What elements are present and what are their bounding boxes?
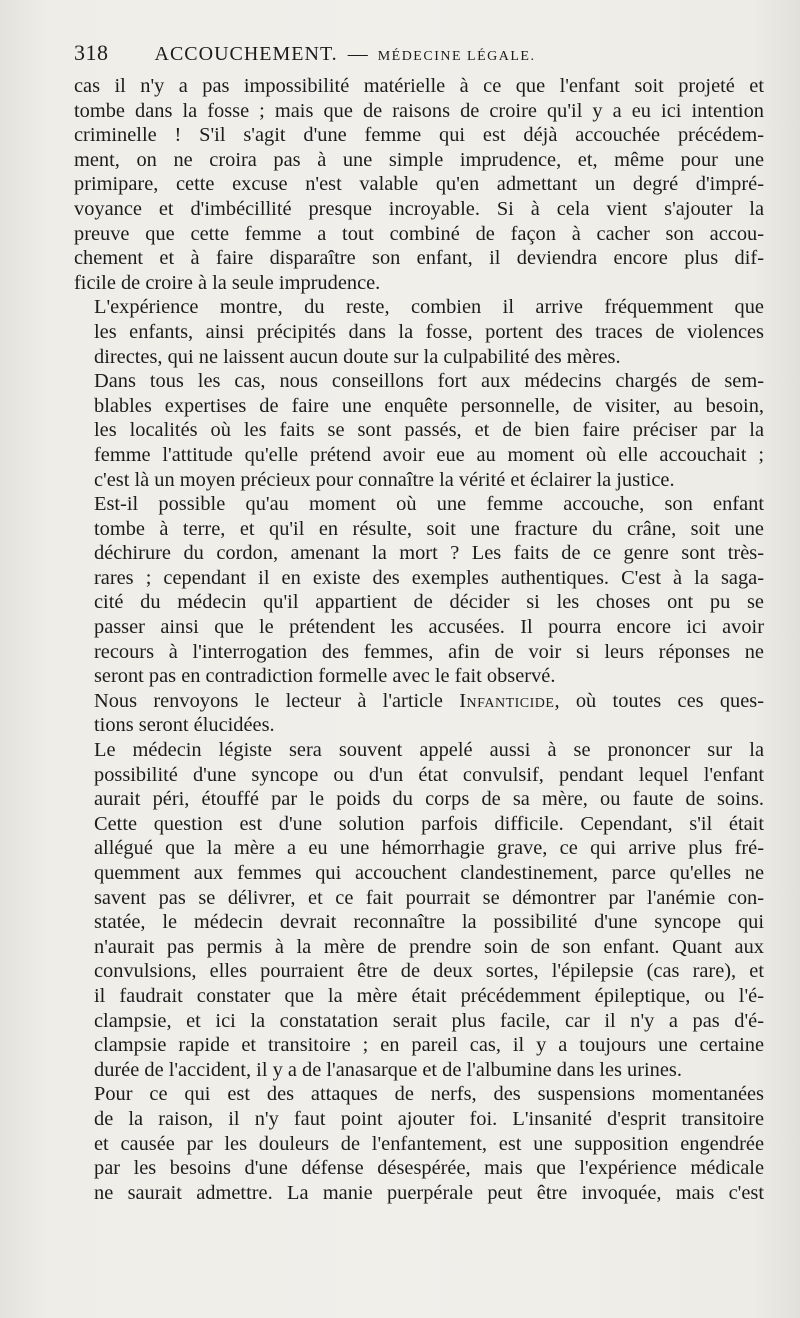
- text-line: Cette question est d'une solution parfois difficile. Cependant, s'il était: [94, 812, 764, 835]
- paragraph: [74, 369, 764, 492]
- text-line: Le médecin légiste sera souvent appelé aussi à se prononcer sur la: [94, 739, 764, 762]
- paragraph: [74, 738, 764, 1082]
- text-line: ficile de croire à la seule imprudence.: [74, 271, 381, 294]
- article-reference: Infanticide: [459, 689, 555, 712]
- text-line: passer ainsi que le prétendent les accusées. Il pourra encore ici avoir: [94, 616, 764, 639]
- text-line: il faudrait constater que la mère était précédemment épileptique, ou l'é-: [94, 984, 764, 1007]
- text-line: statée, le médecin devrait reconnaître la possibilité d'une syncope qui: [94, 911, 764, 934]
- text-line: les localités où les faits se sont passés, et de bien faire préciser par la: [94, 419, 764, 442]
- text-line: ment, on ne croira pas à une simple imprudence, et, même pour une: [74, 148, 764, 171]
- text-line: Pour ce qui est des attaques de nerfs, des suspensions momentanées: [94, 1083, 764, 1106]
- text-line: cas il n'y a pas impossibilité matérielle à ce que l'enfant soit projeté et: [74, 75, 764, 97]
- text-line: Est-il possible qu'au moment où une femme accouche, son enfant: [94, 493, 764, 516]
- header-dash: —: [347, 43, 368, 65]
- paragraph: [74, 689, 764, 738]
- text-line: convulsions, elles pourraient être de deux sortes, l'épilepsie (cas rare), et: [94, 960, 764, 983]
- text-line: voyance et d'imbécillité presque incroyable. Si à cela vient s'ajouter la: [74, 197, 764, 220]
- text-line: primipare, cette excuse n'est valable qu'en admettant un degré d'impré-: [74, 173, 764, 196]
- paragraph: [74, 295, 764, 369]
- text-line: rares ; cependant il en existe des exemples authentiques. C'est à la saga-: [94, 566, 764, 589]
- paragraph: [74, 1082, 764, 1205]
- text-line: blables expertises de faire une enquête personnelle, de visiter, au besoin,: [94, 394, 764, 417]
- header-title: ACCOUCHEMENT.: [154, 43, 338, 65]
- text-line: de la raison, il n'y faut point ajouter foi. L'insanité d'esprit transitoire: [94, 1107, 764, 1130]
- text-line: Dans tous les cas, nous conseillons fort aux médecins chargés de sem-: [94, 370, 764, 393]
- text-line: n'aurait pas permis à la mère de prendre soin de son enfant. Quant aux: [94, 935, 764, 958]
- text-line: directes, qui ne laissent aucun doute sur la culpabilité des mères.: [94, 345, 621, 368]
- header-subtitle: MÉDECINE LÉGALE.: [377, 49, 536, 64]
- text-line: clampsie rapide et transitoire ; en pareil cas, il y a toujours une certaine: [94, 1034, 764, 1057]
- text-line: cité du médecin qu'il appartient de décider si les choses ont pu se: [94, 591, 764, 614]
- text-line: tombe à terre, et qu'il en résulte, soit une fracture du crâne, soit une: [94, 517, 764, 540]
- text-line: durée de l'accident, il y a de l'anasarque et de l'albumine dans les urines.: [94, 1058, 682, 1081]
- running-head: [74, 40, 764, 74]
- text-line: aurait péri, étouffé par le poids du corps de sa mère, ou faute de soins.: [94, 788, 764, 811]
- text-line: savent pas se délivrer, et ce fait pourrait se démontrer par l'anémie con-: [94, 886, 764, 909]
- text-line: allégué que la mère a eu une hémorrhagie grave, ce qui arrive plus fré-: [94, 837, 764, 860]
- text-line: quemment aux femmes qui accouchent clandestinement, parce qu'elles ne: [94, 862, 764, 884]
- text-line: seront pas en contradiction formelle avec le fait observé.: [94, 665, 556, 688]
- text-line: déchirure du cordon, amenant la mort ? Les faits de ce genre sont très-: [94, 542, 764, 565]
- text-line: chement et à faire disparaître son enfant, il deviendra encore plus dif-: [74, 247, 764, 270]
- paragraph: [74, 492, 764, 689]
- text-line: L'expérience montre, du reste, combien il arrive fréquemment que: [94, 296, 764, 319]
- text-line: femme l'attitude qu'elle prétend avoir eue au moment où elle accouchait ;: [94, 443, 764, 466]
- text-line: possibilité d'une syncope ou d'un état convulsif, pendant lequel l'enfant: [94, 763, 764, 786]
- text-line: tions seront élucidées.: [94, 714, 275, 737]
- text-line: Nous renvoyons le lecteur à l'article Infanticide, où toutes ces ques-: [94, 689, 765, 712]
- text-line: les enfants, ainsi précipités dans la fosse, portent des traces de violences: [94, 320, 764, 343]
- text-line: et causée par les douleurs de l'enfantement, est une supposition engendrée: [94, 1132, 764, 1155]
- page-number: 318: [74, 40, 109, 65]
- text-line: par les besoins d'une défense désespérée, mais que l'expérience médicale: [94, 1157, 764, 1180]
- text-line: preuve que cette femme a tout combiné de façon à cacher son accou-: [74, 222, 764, 245]
- text-line: tombe dans la fosse ; mais que de raisons de croire qu'il y a eu ici intention: [74, 99, 764, 122]
- text-line: criminelle ! S'il s'agit d'une femme qui est déjà accouchée précédem-: [74, 124, 764, 147]
- body-text: [74, 74, 764, 1205]
- text-line: clampsie, et ici la constatation serait plus facile, car il n'y a pas d'é-: [94, 1009, 764, 1032]
- text-line: recours à l'interrogation des femmes, afin de voir si leurs réponses ne: [94, 640, 764, 663]
- text-line: c'est là un moyen précieux pour connaître la vérité et éclairer la justice.: [94, 468, 675, 491]
- text-line: ne saurait admettre. La manie puerpérale peut être invoquée, mais c'est: [94, 1181, 764, 1204]
- paragraph: [74, 74, 764, 295]
